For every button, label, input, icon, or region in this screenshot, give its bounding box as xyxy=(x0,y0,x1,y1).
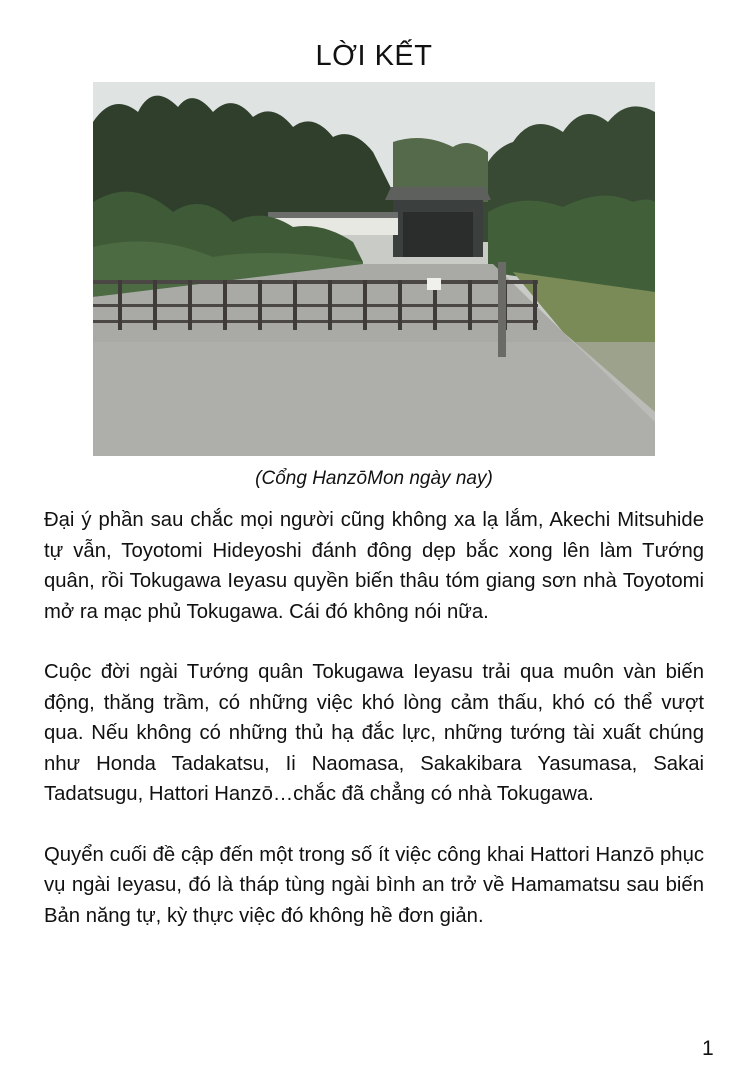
paragraph-3: Quyển cuối đề cập đến một trong số ít việc công khai Hattori Hanzō phục vụ ngài Ieyasu, đó là tháp tùng ngài bình an trở về Hamamatsu sau biến Bản năng tự, kỳ thực việc đó không hề đơn giản. xyxy=(44,843,704,927)
photo-caption: (Cổng HanzōMon ngày nay) xyxy=(255,468,493,489)
page-title: LỜI KẾT xyxy=(315,40,433,72)
page-number: 1 xyxy=(702,1037,714,1060)
paragraph-2: Cuộc đời ngài Tướng quân Tokugawa Ieyasu trải qua muôn vàn biến động, thăng trầm, có những việc khó lòng cảm thấu, khó có thể vượt qua. Nếu không có những thủ hạ đắc lực, những tướng tài xuất chúng như Honda Tadakatsu, Ii Naomasa, Sakakibara Yasumasa, Sakai Tadatsugu, Hattori Hanzō…chắc đã chẳng có nhà Tokugawa. xyxy=(44,661,704,805)
hanzomon-gate-illustration xyxy=(93,82,655,456)
gate-photo xyxy=(93,82,655,456)
paragraph-1: Đại ý phần sau chắc mọi người cũng không xa lạ lắm, Akechi Mitsuhide tự vẫn, Toyotomi Hideyoshi đánh đông dẹp bắc xong lên làm Tướng quân, rồi Tokugawa Ieyasu quyền biến thâu tóm giang sơn nhà Toyotomi mở ra mạc phủ Tokugawa. Cái đó không nói nữa. xyxy=(44,509,704,623)
body-text xyxy=(44,505,704,961)
